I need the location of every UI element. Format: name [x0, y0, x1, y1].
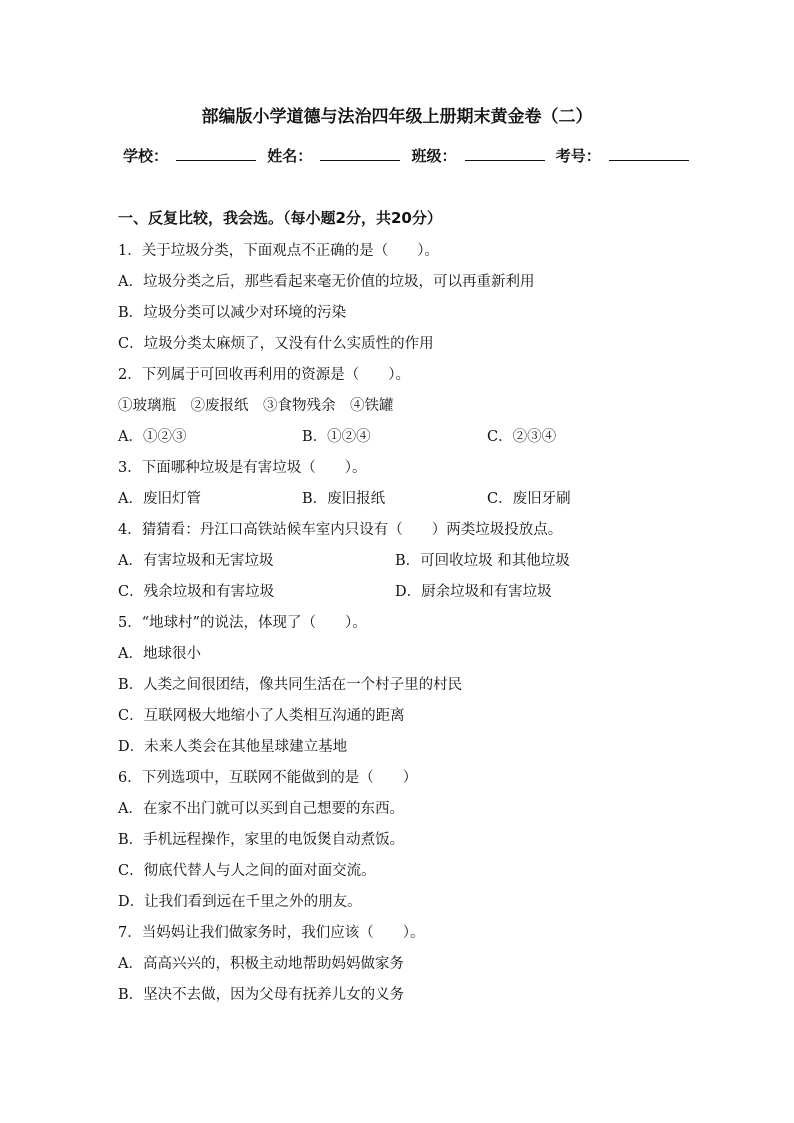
- question-4-option-d: D．厨余垃圾和有害垃圾: [395, 584, 552, 600]
- question-1-option-c: C．垃圾分类太麻烦了，又没有什么实质性的作用: [118, 336, 434, 352]
- page-title: 部编版小学道德与法治四年级上册期末黄金卷（二）: [201, 107, 593, 127]
- question-2-items: ①玻璃瓶 ②废报纸 ③食物残余 ④铁罐: [118, 398, 394, 414]
- section-heading: 一、反复比较，我会选。（每小题2分，共20分）: [118, 209, 442, 227]
- name-blank[interactable]: [320, 146, 400, 161]
- class-blank[interactable]: [465, 146, 545, 161]
- question-6-stem: 6．下列选项中，互联网不能做到的是（ ）: [118, 770, 418, 786]
- question-6-option-d: D．让我们看到远在千里之外的朋友。: [118, 894, 362, 910]
- question-1-option-b: B．垃圾分类可以减少对环境的污染: [118, 305, 347, 321]
- question-6-option-c: C．彻底代替人与人之间的面对面交流。: [118, 863, 376, 879]
- question-7-option-a: A．高高兴兴的，积极主动地帮助妈妈做家务: [118, 956, 404, 972]
- school-blank[interactable]: [176, 146, 256, 161]
- question-1-stem: 1．关于垃圾分类，下面观点不正确的是（ ）。: [118, 243, 439, 259]
- question-5-stem: 5．“地球村”的说法，体现了（ ）。: [118, 615, 367, 631]
- question-3-option-c: C．废旧牙刷: [487, 491, 571, 507]
- question-2-option-c: C．②③④: [487, 429, 557, 445]
- question-2-option-a: A．①②③: [118, 429, 187, 445]
- question-5-option-a: A．地球很小: [118, 646, 201, 662]
- class-label: 班级：: [411, 147, 457, 165]
- question-7-option-b: B．坚决不去做，因为父母有抚养儿女的义务: [118, 987, 405, 1003]
- question-4-option-c: C．残余垃圾和有害垃圾: [118, 584, 275, 600]
- name-label: 姓名：: [267, 147, 313, 165]
- question-5-option-d: D．未来人类会在其他星球建立基地: [118, 739, 348, 755]
- question-2-option-b: B．①②④: [302, 429, 371, 445]
- exam-number-label: 考号：: [555, 147, 601, 165]
- question-6-option-a: A．在家不出门就可以买到自己想要的东西。: [118, 801, 404, 817]
- question-4-option-b: B．可回收垃圾 和其他垃圾: [395, 553, 570, 569]
- student-info-line: [123, 145, 683, 166]
- school-label: 学校：: [123, 147, 169, 165]
- question-3-option-b: B．废旧报纸: [302, 491, 386, 507]
- question-2-stem: 2．下列属于可回收再利用的资源是（ ）。: [118, 367, 410, 383]
- question-7-stem: 7．当妈妈让我们做家务时，我们应该（ ）。: [118, 925, 425, 941]
- question-6-option-b: B．手机远程操作，家里的电饭煲自动煮饭。: [118, 832, 405, 848]
- question-4-option-a: A．有害垃圾和无害垃圾: [118, 553, 274, 569]
- question-5-option-b: B．人类之间很团结，像共同生活在一个村子里的村民: [118, 677, 463, 693]
- question-3-option-a: A．废旧灯管: [118, 491, 201, 507]
- exam-number-blank[interactable]: [609, 146, 689, 161]
- question-4-stem: 4．猜猜看：丹江口高铁站候车室内只设有（ ）两类垃圾投放点。: [118, 522, 563, 538]
- question-5-option-c: C．互联网极大地缩小了人类相互沟通的距离: [118, 708, 405, 724]
- question-1-option-a: A．垃圾分类之后，那些看起来毫无价值的垃圾，可以再重新利用: [118, 274, 535, 290]
- question-3-stem: 3．下面哪种垃圾是有害垃圾（ ）。: [118, 460, 367, 476]
